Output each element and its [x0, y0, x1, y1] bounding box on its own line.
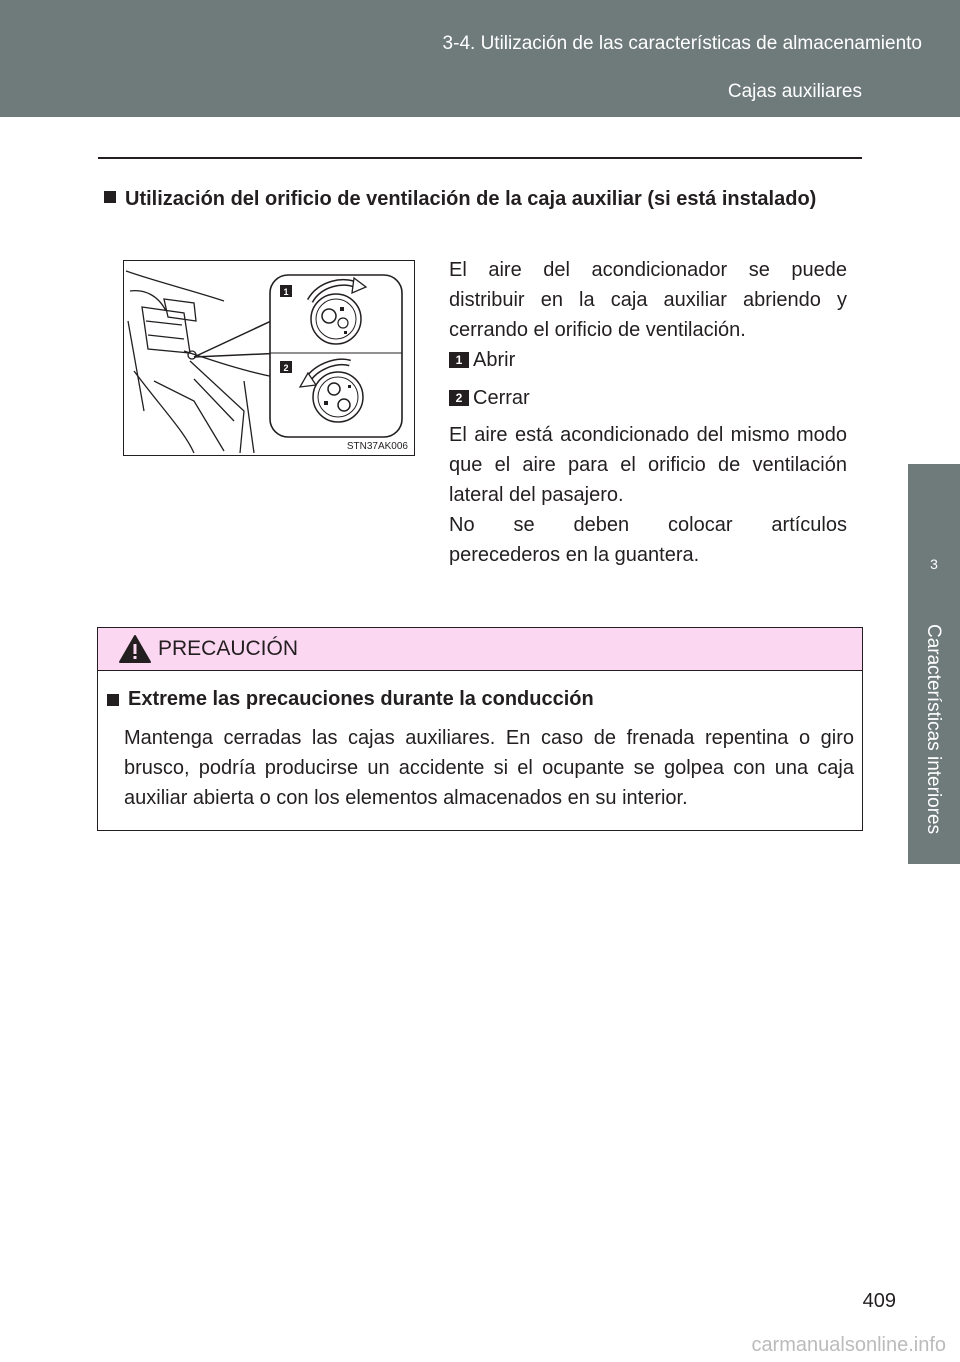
step-number-badge: 1 [449, 352, 469, 368]
note-paragraph-2-line-2: perecederos en la guantera. [449, 544, 700, 566]
chapter-side-label-text: Características interiores [923, 624, 944, 835]
caution-title: PRECAUCIÓN [158, 637, 299, 660]
header-rule [98, 157, 862, 159]
step-label: Abrir [473, 349, 516, 371]
chapter-title: 3-4. Utilización de las características de almacenamiento [442, 33, 922, 54]
step-close [449, 383, 530, 413]
step-label: Cerrar [473, 387, 530, 409]
step-number-badge: 2 [449, 390, 469, 406]
callout-badge-2-text: 2 [283, 363, 289, 373]
caution-subheading [107, 688, 594, 711]
watermark: carmanualsonline.info [751, 1334, 946, 1356]
warning-triangle-icon [118, 634, 152, 664]
bullet-square-icon [104, 191, 116, 203]
page-header [0, 0, 960, 117]
step-open [449, 345, 515, 375]
note-paragraph-2-line-1: No se deben colocar artículos [449, 514, 847, 536]
caution-box [97, 627, 863, 831]
ventilation-figure [123, 260, 415, 456]
chapter-side-label [920, 624, 948, 864]
page-number: 409 [862, 1290, 896, 1312]
callout-badge-1-text: 1 [283, 287, 289, 297]
caution-subheading-text: Extreme las precauciones durante la conducción [128, 688, 594, 710]
chapter-side-tab [908, 464, 960, 864]
bullet-square-icon [107, 694, 119, 706]
section-title: Cajas auxiliares [727, 81, 862, 102]
caution-header [98, 628, 862, 671]
topic-heading-text: Utilización del orificio de ventilación de la caja auxiliar (si está instalado) [125, 188, 817, 210]
caution-text: Mantenga cerradas las cajas auxiliares. En caso de frenada repentina o giro brusco, podría producirse un accidente si el ocupante se golpea con una caja auxiliar abierta o con los elementos almacenados en su interior. [124, 727, 854, 809]
dashboard-drawing [126, 271, 274, 453]
intro-paragraph: El aire del acondicionador se puede distribuir en la caja auxiliar abriendo y cerrando el orificio de ventilación. [449, 259, 847, 341]
glovebox-vent-illustration [124, 261, 414, 455]
note-paragraph-1: El aire está acondicionado del mismo modo que el aire para el orificio de ventilación lateral del pasajero. [449, 424, 847, 506]
topic-heading [104, 184, 854, 214]
figure-code: STN37AK006 [346, 441, 408, 452]
chapter-number: 3 [930, 556, 938, 572]
